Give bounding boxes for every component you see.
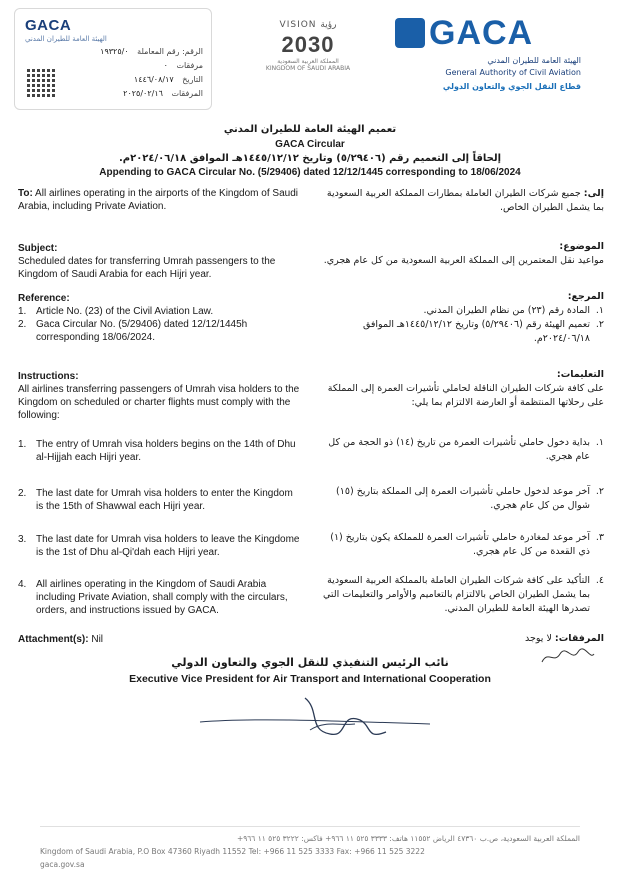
ar-instructions-block [320, 368, 604, 410]
card-logo: GACA [25, 17, 72, 34]
ar-subject-text: مواعيد نقل المعتمرين إلى المملكة العربية السعودية من كل عام هجري. [323, 255, 604, 266]
footer-english-address: Kingdom of Saudi Arabia, P.O Box 47360 Riyadh 11552 Tel: +966 11 525 3333 Fax: +966 11 525 3222 [40, 847, 425, 856]
gaca-emblem-icon [395, 18, 425, 48]
ar-reference-item: ٢. تعميم الهيئة رقم (٥/٢٩٤٠٦) وتاريخ ١٤٤٥/١٢/١٢هـ الموافق ٢٠٢٤/٠٦/١٨م. [362, 319, 604, 344]
ar-to-label: إلى: [583, 188, 604, 199]
english-title: GACA Circular [275, 139, 345, 150]
vision-line1: VISION رؤية [279, 20, 337, 30]
ar-to-text: جميع شركات الطيران العاملة بمطارات المملكة العربية السعودية بما يشمل الطيران الخاص. [326, 188, 604, 213]
en-instructions-intro: All airlines transferring passengers of Umrah visa holders to the Kingdom on scheduled or charter flights must comply with the following: [18, 384, 300, 421]
card-logo-subtitle: الهيئة العامة للطيران المدني [25, 35, 107, 43]
vision-2030-logo [258, 20, 358, 72]
ar-to-block [320, 187, 604, 215]
ar-reference-label: المرجع: [567, 291, 604, 302]
vision-line4: KINGDOM OF SAUDI ARABIA [265, 65, 351, 72]
footer-divider [40, 826, 580, 827]
second-date-row [53, 89, 203, 98]
en-instruction-item: 2. The last date for Umrah visa holders to enter the Kingdom is the 15th of Shawwal each Hijri year. [18, 488, 293, 512]
reference-label: الرقم: رقم المعاملة [137, 47, 203, 56]
signature-english-title: Executive Vice President for Air Transport and International Cooperation [129, 673, 491, 685]
attachments-count-value: ٠ [163, 61, 168, 70]
en-reference-item: 1. Article No. (23) of the Civil Aviation Law. [18, 306, 214, 317]
en-attachments-value: Nil [91, 634, 104, 645]
arabic-title: تعميم الهيئة العامة للطيران المدني [223, 124, 397, 135]
en-to-label: To: [18, 188, 33, 199]
en-to-block [18, 187, 300, 213]
ar-instruction-item: ٢. آخر موعد لدخول حاملي تأشيرات العمرة إلى المملكة بتاريخ (١٥) شوال من كل عام هجري. [336, 486, 604, 511]
ar-subject-label: الموضوع: [559, 241, 604, 252]
gaca-sector: قطاع النقل الجوي والتعاون الدولي [442, 82, 581, 91]
en-instructions-block [18, 370, 300, 422]
en-instruction-item: 4. All airlines operating in the Kingdom of Saudi Arabia including Private Aviation, shall comply with the circulars, orders, and instructions issued by GACA. [18, 579, 288, 616]
footer-arabic-address: المملكة العربية السعودية، ص.ب ٤٧٣٦٠ الرياض ١١٥٥٢ هاتف: ٣٣٣٣ ٥٢٥ ١١ ٩٦٦+ فاكس: ٣٢٢٢ ٥٢٥ ١١ ٩٦٦+ [236, 834, 580, 843]
ar-instructions-intro: على كافة شركات الطيران الناقلة لحاملي تأشيرات العمرة إلى المملكة على رحلاتها المنتظمة أو العارضة الالتزام بما يلي: [327, 383, 604, 408]
gaca-english-name: General Authority of Civil Aviation [445, 68, 581, 77]
ar-instruction-item: ٣. آخر موعد لمغادرة حاملي تأشيرات العمرة للمملكة يكون بتاريخ (١) ذي القعدة من كل عام هجري. [330, 532, 604, 557]
date-label: التاريخ [182, 75, 203, 84]
en-instruction-item: 1. The entry of Umrah visa holders begins on the 14th of Dhu al-Hijjah each Hijri year. [18, 439, 296, 463]
ar-instructions-label: التعليمات: [556, 369, 604, 380]
gaca-logo-name: GACA [429, 14, 534, 52]
second-date-value: ٢٠٢٥/٠٢/١٦ [123, 89, 163, 98]
english-append-line: Appending to GACA Circular No. (5/29406) dated 12/12/1445 corresponding to 18/06/2024 [99, 167, 521, 178]
en-reference-item: 2. Gaca Circular No. (5/29406) dated 12/12/1445h corresponding 18/06/2024. [18, 319, 248, 343]
ar-subject-block [320, 240, 604, 268]
en-subject-label: Subject: [18, 243, 58, 254]
reference-row [53, 47, 203, 56]
en-reference-label: Reference: [18, 293, 70, 304]
en-instructions-label: Instructions: [18, 371, 79, 382]
ar-attachments [320, 632, 604, 646]
ar-attachments-value: لا يوجد [525, 633, 552, 644]
en-subject-block [18, 242, 300, 281]
en-attachments-label: Attachment(s): [18, 634, 89, 645]
arabic-append-line: إلحاقاً إلى التعميم رقم (٥/٢٩٤٠٦) وتاريخ ١٤٤٥/١٢/١٢هـ الموافق ٢٠٢٤/٠٦/١٨م. [118, 153, 502, 164]
en-to-text: All airlines operating in the airports of the Kingdom of Saudi Arabia, including Private Aviation. [18, 188, 298, 212]
ar-instruction-item: ١. بداية دخول حاملي تأشيرات العمرة من تاريخ (١٤) ذو الحجة من كل عام هجري. [328, 437, 604, 462]
en-instruction-item: 3. The last date for Umrah visa holders to leave the Kingdome is the 1st of Dhu al-Qi'dah each Hijri year. [18, 534, 300, 558]
transaction-card [14, 8, 212, 110]
handwritten-signature-icon [190, 690, 440, 750]
vision-line3: المملكة العربية السعودية [277, 58, 339, 65]
footer-website[interactable]: gaca.gov.sa [40, 860, 85, 869]
ar-instruction-item: ٤. التأكيد على كافة شركات الطيران العاملة بالمملكة العربية السعودية بما يشمل الطيران الخاص بالالتزام بالتعاميم والأوامر والتعليمات التي تصدرها الهيئة العامة للطيران المدني. [322, 575, 604, 614]
signature-arabic-title: نائب الرئيس التنفيذي للنقل الجوي والتعاون الدولي [171, 656, 449, 669]
vision-line2: 2030 [281, 32, 335, 57]
ar-reference-item: ١. المادة رقم (٢٣) من نظام الطيران المدني. [423, 305, 604, 316]
ar-attachments-label: المرفقات: [554, 633, 604, 644]
reference-value: ١٩٣٢٥/٠ [100, 47, 129, 56]
date-row [53, 75, 203, 84]
date-value: ١٤٤٦/٠٨/١٧ [133, 75, 174, 84]
en-reference-block [18, 292, 300, 344]
attachments-count-row [53, 61, 203, 70]
second-date-label: المرفقات [171, 89, 203, 98]
gaca-arabic-name: الهيئة العامة للطيران المدني [487, 56, 581, 65]
en-subject-text: Scheduled dates for transferring Umrah passengers to the Kingdom of Saudi Arabia for each Hijri year. [18, 256, 276, 280]
en-attachments [18, 633, 300, 646]
ar-reference-block [320, 290, 604, 346]
attachments-count-label: مرفقات [176, 61, 203, 70]
